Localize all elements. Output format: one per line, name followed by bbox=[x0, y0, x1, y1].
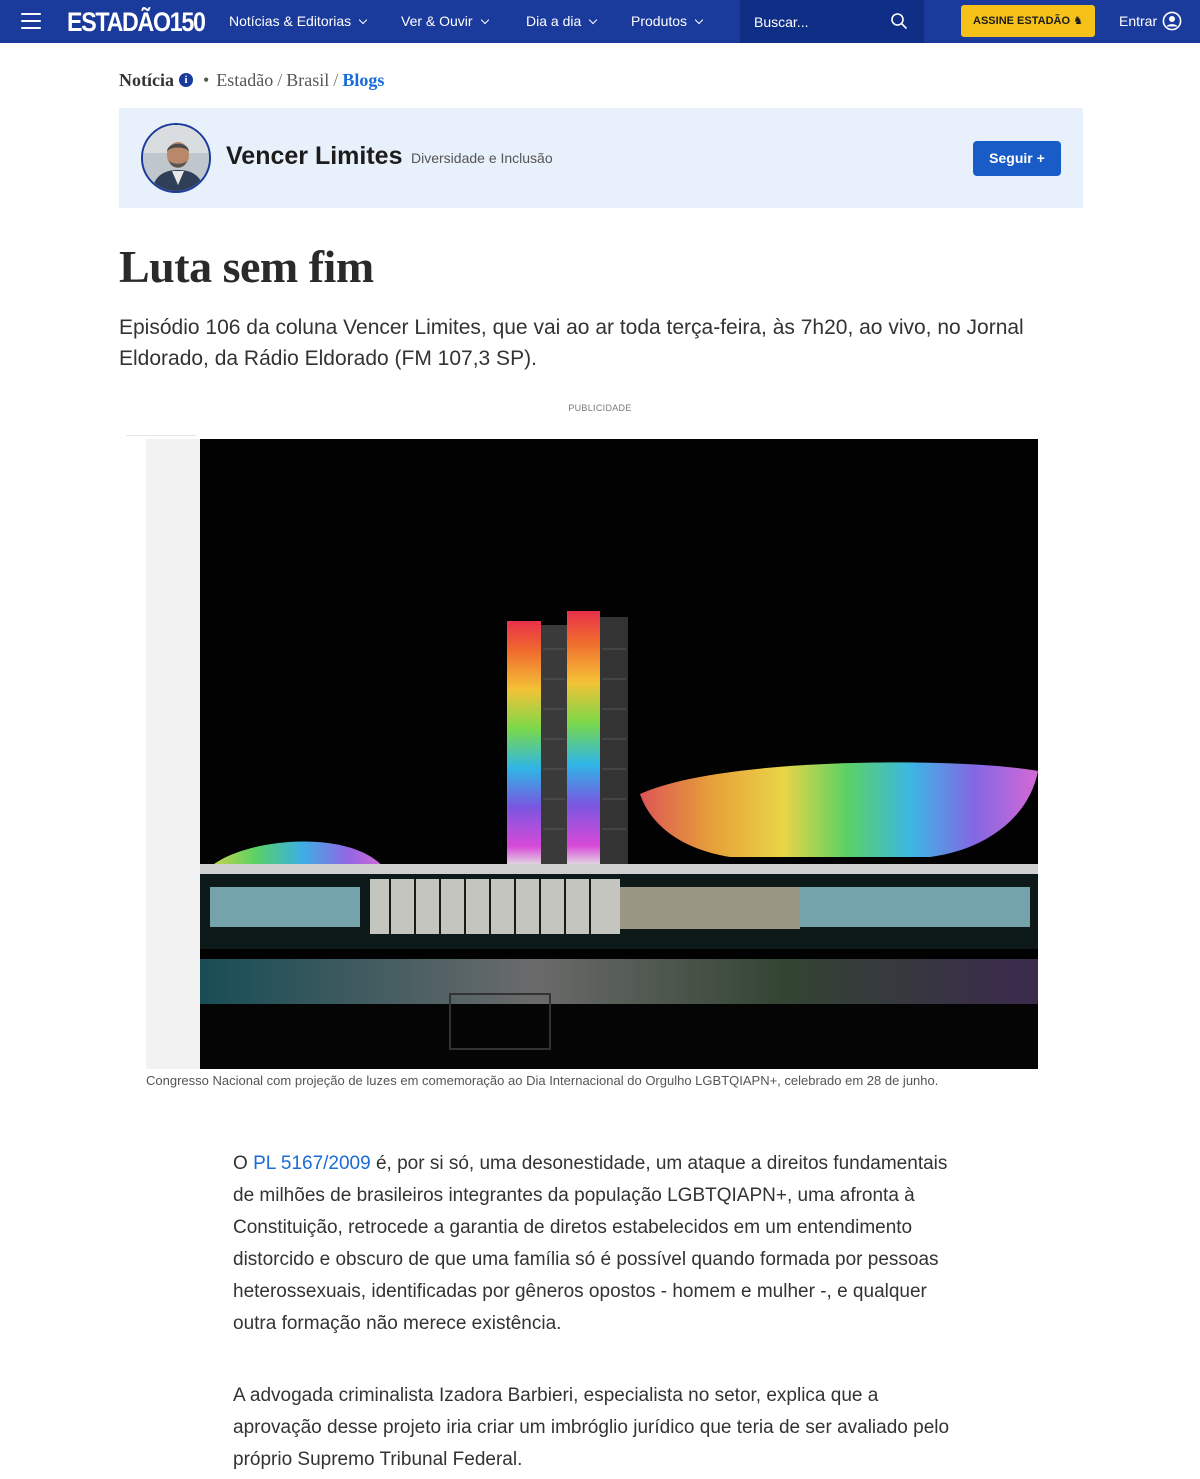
content-type-label: Notícia bbox=[119, 70, 174, 90]
article-paragraph-2: A advogada criminalista Izadora Barbieri, especialista no setor, explica que a aprovação desse projeto iria criar um imbróglio jurídico que teria de ser avaliado pelo próprio Supremo Tribunal Federal. bbox=[233, 1385, 950, 1470]
chevron-down-icon bbox=[589, 16, 597, 24]
info-icon[interactable]: i bbox=[179, 73, 193, 87]
nav-item-label: Produtos bbox=[631, 13, 688, 29]
paragraph-text: O bbox=[233, 1153, 254, 1174]
article-subtitle: Episódio 106 da coluna Vencer Limites, que vai ao ar toda terça-feira, às 7h20, ao vivo, no Jornal Eldorado, da Rádio Eldorado (FM 107,3 SP). bbox=[119, 316, 1024, 370]
nav-noticias-editorias[interactable] bbox=[229, 0, 366, 43]
search-input[interactable] bbox=[754, 12, 884, 32]
breadcrumb-separator: / bbox=[333, 70, 339, 90]
chevron-down-icon bbox=[359, 16, 367, 24]
top-navigation bbox=[0, 0, 1200, 43]
nav-ver-ouvir[interactable] bbox=[401, 0, 488, 43]
breadcrumb-bullet: • bbox=[202, 70, 210, 90]
chevron-down-icon bbox=[480, 16, 488, 24]
search-box bbox=[740, 0, 924, 43]
nav-dia-a-dia[interactable] bbox=[526, 0, 596, 43]
breadcrumb-brasil[interactable]: Brasil bbox=[286, 70, 330, 90]
ad-divider bbox=[126, 435, 196, 436]
lead-photo[interactable] bbox=[200, 439, 1038, 1069]
subscribe-label: ASSINE ESTADÃO bbox=[973, 15, 1071, 27]
search-icon[interactable] bbox=[890, 12, 908, 30]
menu-icon[interactable] bbox=[21, 13, 41, 29]
nav-item-label: Notícias & Editorias bbox=[229, 13, 352, 29]
nav-produtos[interactable] bbox=[631, 0, 702, 43]
article-paragraph-1 bbox=[233, 1148, 968, 1340]
login-link[interactable]: Entrar bbox=[1119, 13, 1158, 29]
blog-name[interactable]: Vencer Limites bbox=[226, 142, 403, 170]
breadcrumb-separator: / bbox=[277, 70, 283, 90]
author-avatar[interactable] bbox=[141, 123, 211, 193]
author-photo bbox=[143, 125, 211, 193]
nav-item-label: Dia a dia bbox=[526, 13, 582, 29]
breadcrumb-blogs[interactable]: Blogs bbox=[342, 70, 385, 90]
pl-5167-2009-link[interactable]: PL 5167/2009 bbox=[253, 1153, 371, 1174]
photo-caption: Congresso Nacional com projeção de luzes em comemoração ao Dia Internacional do Orgulho LGBTQIAPN+, celebrado em 28 de junho. bbox=[146, 1073, 939, 1088]
paragraph-text: é, por si só, uma desonestidade, um ataque a direitos fundamentais de milhões de brasileiros integrantes da população LGBTQIAPN+, uma afronta à Constituição, retrocede a garantia de diretos estabelecidos em um entendimento distorcido e obscuro de que uma família só é possível quando formada por pessoas heterossexuais, identificadas por gêneros opostos - homem e mulher -, e qualquer outra formação não merece existência. bbox=[233, 1153, 948, 1334]
estadao-logo[interactable]: ESTADÃO150 bbox=[67, 7, 205, 37]
horse-rider-icon: ♞ bbox=[1073, 15, 1083, 27]
blog-category: Diversidade e Inclusão bbox=[411, 150, 553, 166]
breadcrumb-estadao[interactable]: Estadão bbox=[216, 70, 274, 90]
congress-rainbow-lights-image bbox=[200, 439, 1038, 1069]
blog-header bbox=[119, 108, 1083, 208]
breadcrumb bbox=[119, 70, 384, 94]
user-account-icon[interactable] bbox=[1162, 11, 1182, 31]
ad-label: PUBLICIDADE bbox=[568, 403, 632, 413]
follow-button[interactable]: Seguir + bbox=[973, 141, 1061, 176]
chevron-down-icon bbox=[695, 16, 703, 24]
article-title: Luta sem fim bbox=[119, 241, 374, 292]
subscribe-button[interactable] bbox=[961, 5, 1095, 37]
nav-item-label: Ver & Ouvir bbox=[401, 13, 473, 29]
